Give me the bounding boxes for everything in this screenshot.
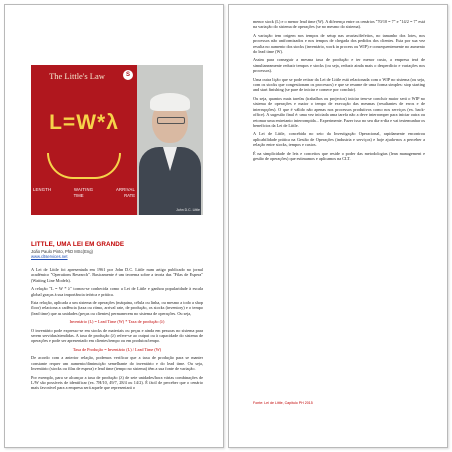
graphic-sublabels: [33, 193, 135, 198]
sublabel-rate: RATE: [124, 193, 135, 198]
paragraph: É na simplicidade de leis e conceitos que reside o poder das metodologias (lean management e gestão de operações) que estimamos e aplicamos na CLT.: [253, 150, 425, 161]
paragraph: A Lei de Little, concebida no seio da Investigação Operacional, rapidamente encontrou aplicabilidade prática na Gestão de Operações (industria e serviços) e hoje ajuda-nos a perceber a relação entre stocks, tempos e custos.: [253, 131, 425, 148]
right-page: [228, 4, 448, 448]
portrait-hair: [150, 93, 190, 111]
right-body-text: [253, 19, 425, 164]
label-waiting: WAITING: [74, 187, 94, 192]
graphic-labels: [33, 187, 135, 192]
equation: Inventário (L) = Lead Time (W) * Taxa de produção (λ): [69, 319, 165, 325]
article-header: [31, 241, 203, 259]
website-link[interactable]: www.cltservices.net: [31, 254, 68, 259]
equation: Taxa de Produção = Inventário (L) / Lead Time (W): [72, 346, 162, 352]
article-title: LITTLE, UMA LEI EM GRANDE: [31, 241, 125, 248]
photo-caption: John D.C. Little: [176, 208, 200, 212]
article-author: João Paulo Pinto, PhD MSc(Eng): [31, 249, 93, 254]
left-body-text: [31, 267, 203, 394]
paragraph: A variação tem origem nos tempos de setup nas avarias/defeitos, no tamanho dos lotes, nos processos não uniformizados e nos tempos de chegada dos pedidos dos clientes. Esta por sua vez resulta no aumento dos stocks (inventário, work in process ou WIP) e consequentemente no aumento do lead time (W).: [253, 32, 425, 55]
paragraph: A Lei de Little foi apresentada em 1961 por John D.C. Little num artigo publicado no jornal académico "Operations Research". Basicamente é um teorema sobre a teoria das "Filas de Espera" (Waiting Line Models).: [31, 267, 203, 283]
graphic-title: The Little's Law: [49, 71, 105, 81]
label-arrival: ARRIVAL: [115, 187, 135, 192]
paragraph: Esta relação, aplicada a um sistema de operações (máquina, célula ou linha, ou mesmo a todo a shop floor) relaciona a cadência (taxa ou ritmo, arrival rate, de produção, os stocks (inventory) e o tempo (lead time) que as unidades (peças ou clientes) permanecem no sistema de operações. Ou seja,: [31, 300, 203, 316]
paragraph: O inventário pode expresso-se em stocks de materiais ou peças e ainda em pessoas no sistema para serem servidas/atendidas. A taxa de produção (λ) refere-se ao output ou à capacidade do sistema de operações e pode ser apresentado em clientes/tempo ou em produtos/tempo.: [31, 327, 203, 344]
logo-icon: S: [123, 70, 133, 80]
paragraph: menor stock (L) e o menor lead time (W). A diferença entre os cenários "70/10 = 7" e "14/2 = 7" está na variação do sistema de operações (se no mesmo do sistema).: [253, 19, 425, 30]
label-length: LENGTH: [33, 187, 52, 192]
left-page: [4, 4, 224, 448]
sublabel-time: TIME: [73, 193, 84, 198]
paragraph: Por exemplo, para se alcançar a taxa de produção (λ) de sete unidades/hora várias combinações de L/W são possíveis de identificar (ex. 7H/10, 49/7, 28/4 ou 14/2). É fácil de perceber que o cenário mais favorável para a empresa será aquele que representará o: [31, 374, 203, 391]
glasses-icon: [157, 117, 185, 124]
formula-text: L=W*λ: [49, 111, 119, 134]
paragraph: A relação "L = W * λ" tornou-se conhecida como a Lei de Little e ganhou popularidade à escala global graças à sua importância teórica e prática.: [31, 286, 203, 297]
paragraph: Ou seja, quantos mais tarefas (trabalhos ou projectos) iniciar tem-se concluir maior será o WIP no sistema de operações e maior o tempo de execução das mesmas (resultantes de erros e de interrupções). O que é válido não apenas nos processos produtivos como nos serviços (ex. back-office). A sugestão final é: uma vez iniciada uma tarefa não a deve interromper para iniciar outra ou retomar uma entretanto interrompida... Experimente. Fazer isso no seu dia-a-dia e vai testemunhar os benefícios da Lei de Little.: [253, 95, 425, 128]
paragraph: De acordo com a anterior relação, podemos verificar que a taxa de produção para se manter constante requer um aumento/diminuição semelhante do inventário e do lead time. Ou seja, Inventário (stocks ou filas de espera) e lead time (tempo no sistema) têm a sua fonte de variação.: [31, 355, 203, 372]
portrait-photo: [137, 65, 203, 215]
littles-law-graphic: [31, 65, 137, 215]
paragraph: Assim para conseguir a mesma taxa de produção e ter menor custo, a empresa terá de simultaneamente reduzir tempos e stocks (ou seja, reduzir ainda mais o desperdício e variações nos processos).: [253, 57, 425, 74]
arc-decoration: [47, 153, 121, 179]
document-spread: [4, 4, 448, 448]
hero-image: [31, 65, 203, 215]
paragraph: Uma outra lição que se pode retirar da Lei de Little está relacionada com o WIP no sistema (ou seja, com os stocks que congestionam os processos) e que se resume de uma forma simples: stop starting and start finishing (se pare de iniciar e comece por concluir).: [253, 76, 425, 93]
page-footer: Fonte: Lei de Little, Capitulo PH 2015: [253, 401, 313, 405]
